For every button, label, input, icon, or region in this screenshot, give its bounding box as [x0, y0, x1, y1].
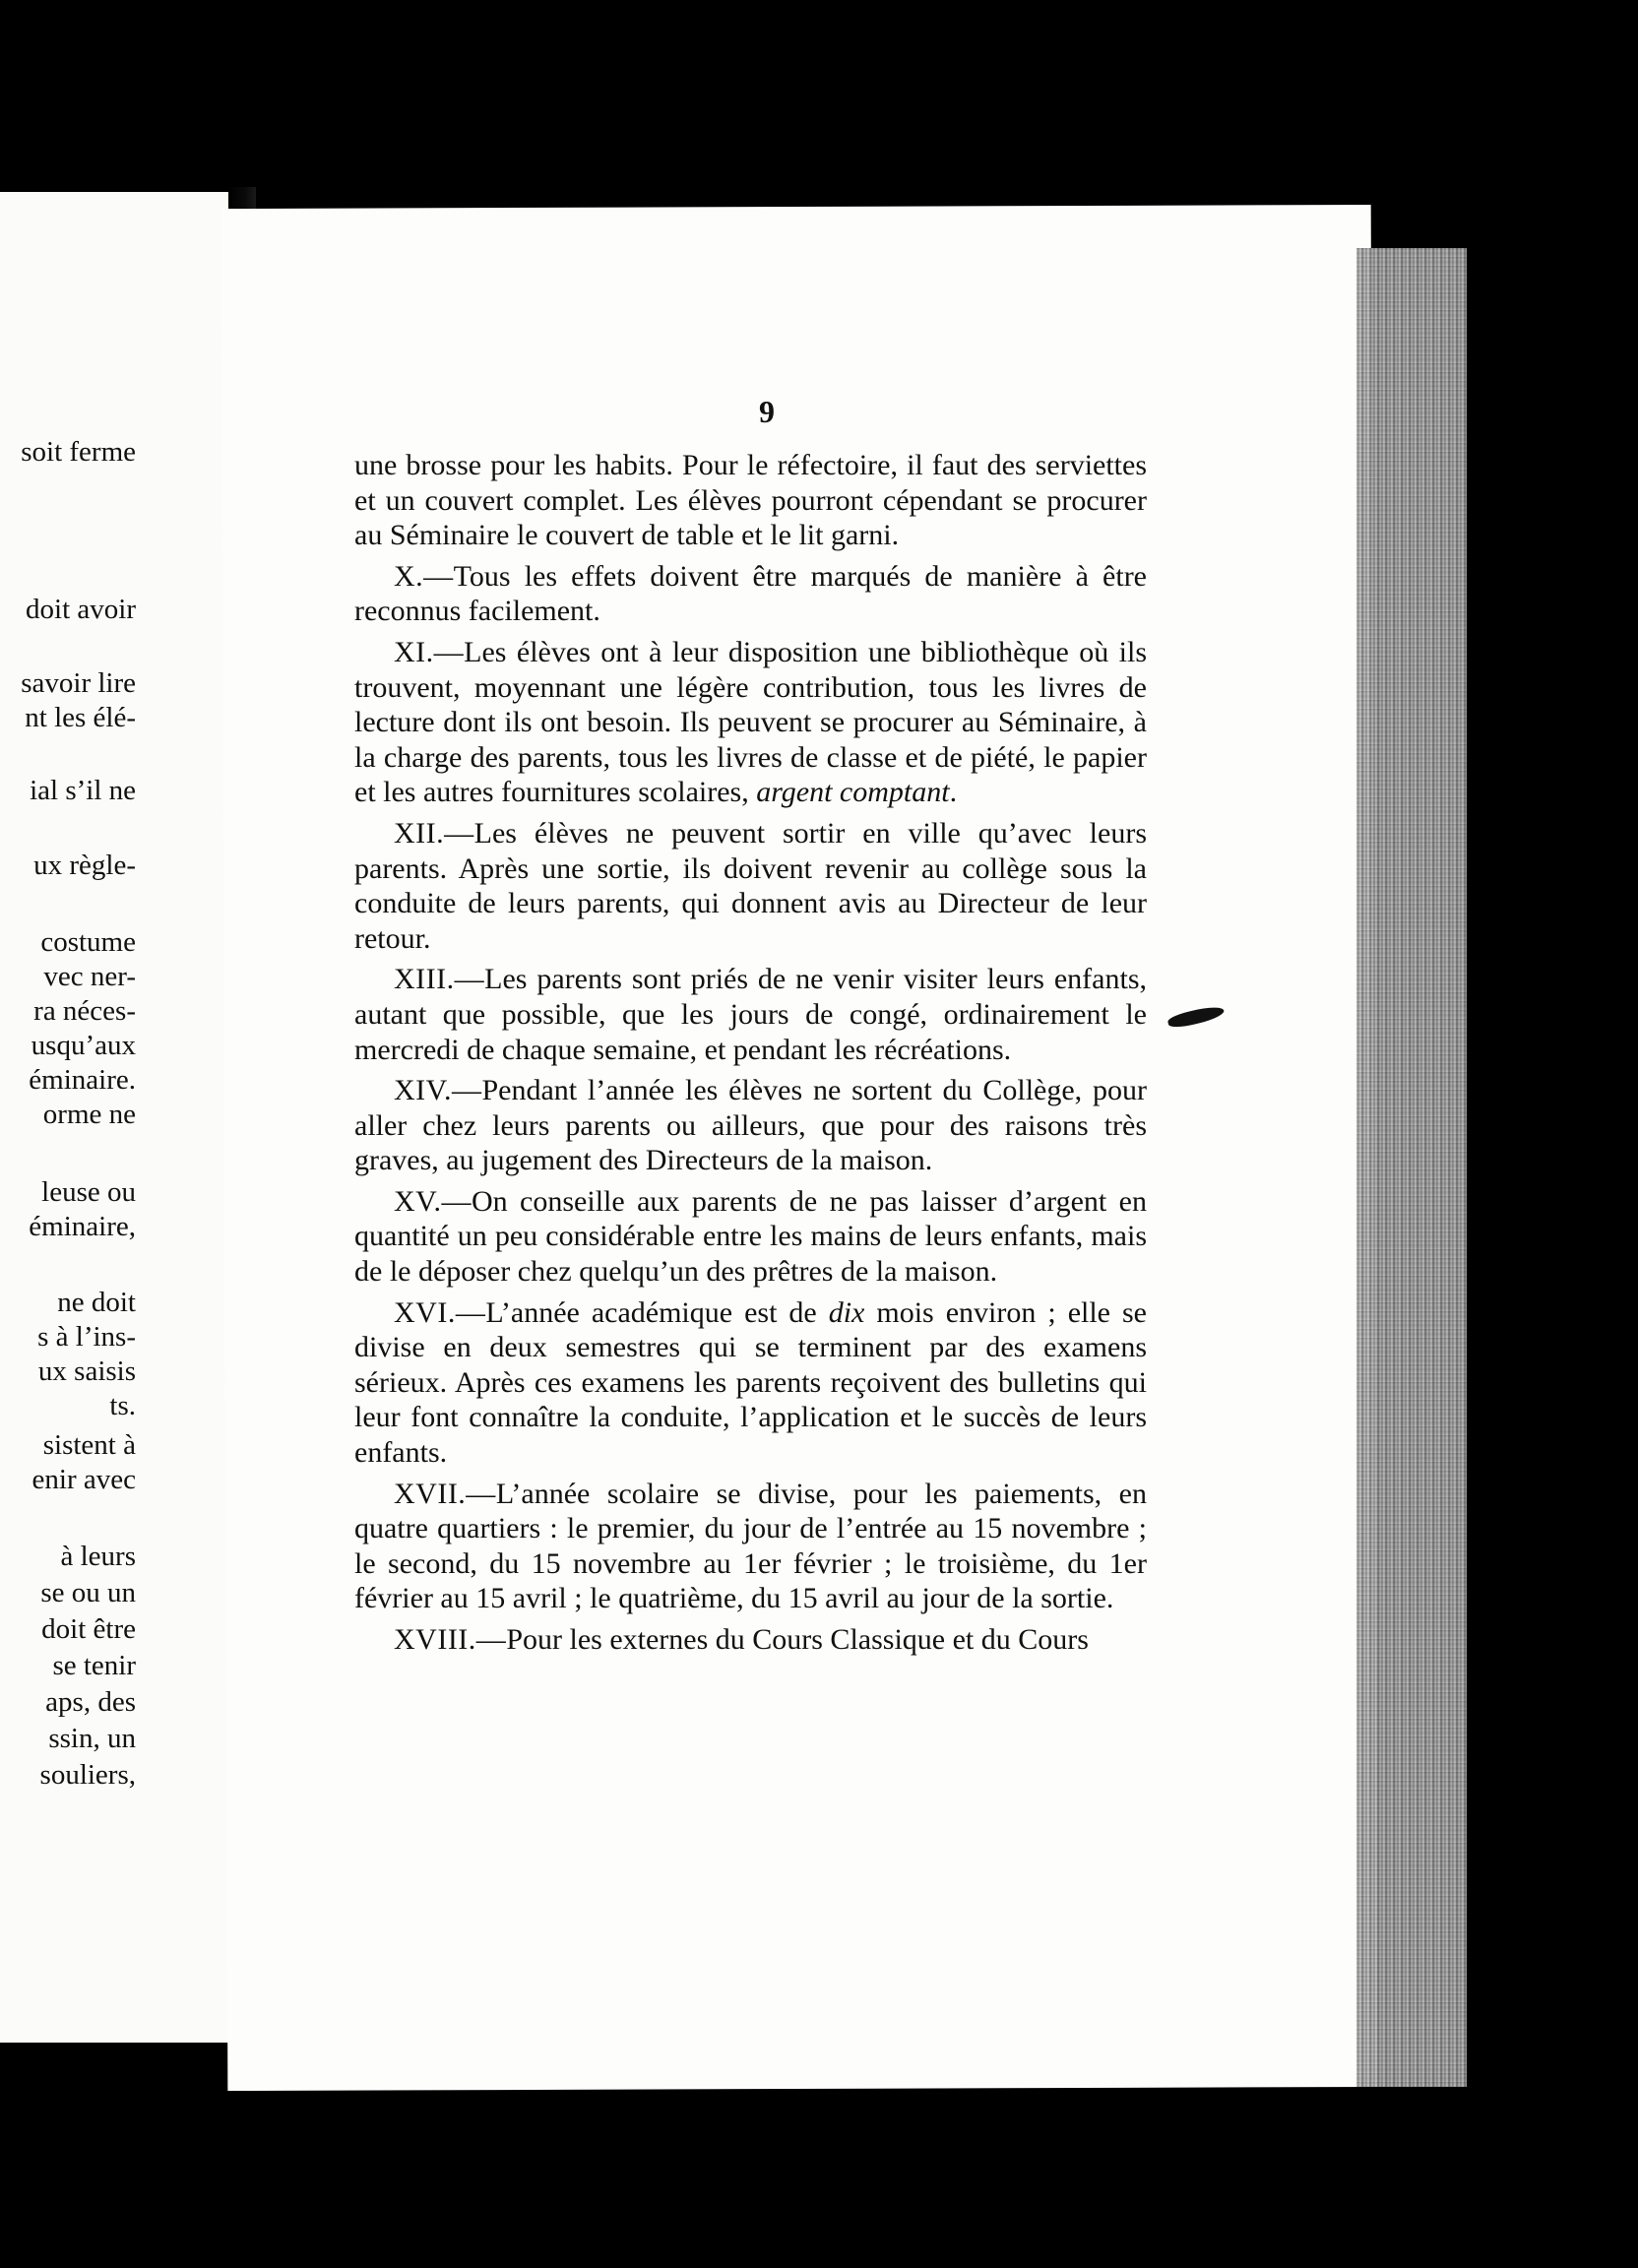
paragraph-text: Tous les effets doivent être marqués de manière à être reconnus facilement. — [354, 559, 1147, 628]
article-xvi — [354, 1295, 1147, 1471]
article-number: X.— — [394, 559, 454, 593]
left-line: orme ne — [42, 1099, 136, 1130]
page-edges — [1356, 248, 1467, 2087]
page-body — [354, 448, 1147, 1664]
left-line: aps, des — [45, 1686, 136, 1718]
left-line: se tenir — [52, 1650, 136, 1681]
italic-text: argent comptant — [756, 776, 950, 809]
paragraph — [354, 448, 1147, 553]
left-line: s à l’ins- — [37, 1321, 136, 1353]
paragraph-tail: . — [949, 776, 958, 809]
paragraph-text: Les élèves ont à leur disposition une bibliothèque où ils trouvent, moyennant une légère contribution, tous les livres de lecture dont ils ont besoin. Ils peuvent se procurer au Séminaire, à la charge des parents, tous les livres de classe et de piété, le papier et les autres fournitures scolaires, — [354, 635, 1147, 809]
left-line: ux saisis — [37, 1355, 136, 1387]
left-line: leuse ou — [41, 1176, 136, 1208]
article-number: XVIII.— — [394, 1623, 507, 1656]
article-number: XVII.— — [394, 1477, 496, 1510]
article-number: XV.— — [394, 1184, 472, 1218]
left-line: ial s’il ne — [30, 775, 136, 806]
article-number: XIII.— — [394, 963, 485, 996]
left-line: doit être — [41, 1613, 136, 1645]
paragraph-text: L’année scolaire se divise, pour les paiements, en quatre quartiers : le premier, du jour de l’entrée au 15 novembre ; le second, du 15 novembre au 1er février ; le troisième, du 1er février au 15 avril ; le quatrième, du 15 avril au jour de la sortie. — [354, 1477, 1147, 1615]
left-line: usqu’aux — [31, 1030, 136, 1061]
left-line: éminaire, — [29, 1211, 136, 1242]
left-line: se ou un — [40, 1577, 136, 1608]
article-number: XIV.— — [394, 1074, 482, 1107]
article-number: XII.— — [394, 816, 474, 850]
article-xvii — [354, 1477, 1147, 1616]
left-line: souliers, — [39, 1759, 136, 1791]
left-line: à leurs — [60, 1541, 136, 1572]
left-line: sistent à — [42, 1429, 136, 1461]
left-line: enir avec — [32, 1464, 136, 1495]
left-line: costume — [40, 926, 136, 958]
left-line: ra néces- — [33, 995, 136, 1027]
paragraph-text: Pendant l’année les élèves ne sortent du Collège, pour aller chez leurs parents ou ailleurs, que pour des raisons très graves, au jugement des Directeurs de la maison. — [354, 1074, 1147, 1177]
article-x — [354, 559, 1147, 629]
paragraph-text: Les élèves ne peuvent sortir en ville qu’avec leurs parents. Après une sortie, ils doivent revenir au collège sous la conduite de leurs parents, qui donnent avis au Directeur de leur retour. — [354, 816, 1147, 955]
left-line: ne doit — [57, 1287, 136, 1318]
article-xii — [354, 816, 1147, 956]
left-line: doit avoir — [26, 594, 136, 625]
left-line: nt les élé- — [25, 702, 136, 733]
article-xiii — [354, 962, 1147, 1067]
left-line: ux règle- — [33, 850, 136, 881]
article-number: XVI.— — [394, 1295, 486, 1329]
article-xiv — [354, 1073, 1147, 1178]
left-line: éminaire. — [29, 1064, 136, 1096]
article-xi — [354, 635, 1147, 810]
article-xviii — [354, 1622, 1147, 1658]
left-page-fragment — [0, 192, 228, 2043]
italic-text: dix — [828, 1295, 865, 1329]
left-line: ssin, un — [48, 1723, 136, 1754]
article-number: XI.— — [394, 635, 465, 668]
page-number: 9 — [759, 394, 775, 429]
paragraph-text: Pour les externes du Cours Classique et du Cours — [506, 1623, 1089, 1656]
left-line: savoir lire — [21, 667, 136, 699]
left-line: soit ferme — [21, 436, 136, 468]
left-line: vec ner- — [43, 961, 136, 992]
left-line: ts. — [109, 1390, 136, 1421]
paragraph-text: une brosse pour les habits. Pour le réfectoire, il faut des serviettes et un couvert complet. Les élèves pourront cépendant se procurer au Séminaire le couvert de table et le lit garni. — [354, 449, 1147, 552]
paragraph-text: On conseille aux parents de ne pas laisser d’argent en quantité un peu considérable entre les mains de leurs enfants, mais de le déposer chez quelqu’un des prêtres de la maison. — [354, 1184, 1147, 1289]
paragraph-tail: mois environ ; elle se divise en deux semestres qui se terminent par des examens sérieux. Après ces examens les parents reçoivent des bulletins qui leur font connaître la conduite, l’application et le succès de leurs enfants. — [354, 1295, 1147, 1470]
paragraph-text: L’année académique est de — [485, 1295, 829, 1329]
paragraph-text: Les parents sont priés de ne venir visiter leurs enfants, autant que possible, que les jours de congé, ordinairement le mercredi de chaque semaine, et pendant les récréations. — [354, 963, 1147, 1066]
article-xv — [354, 1184, 1147, 1290]
